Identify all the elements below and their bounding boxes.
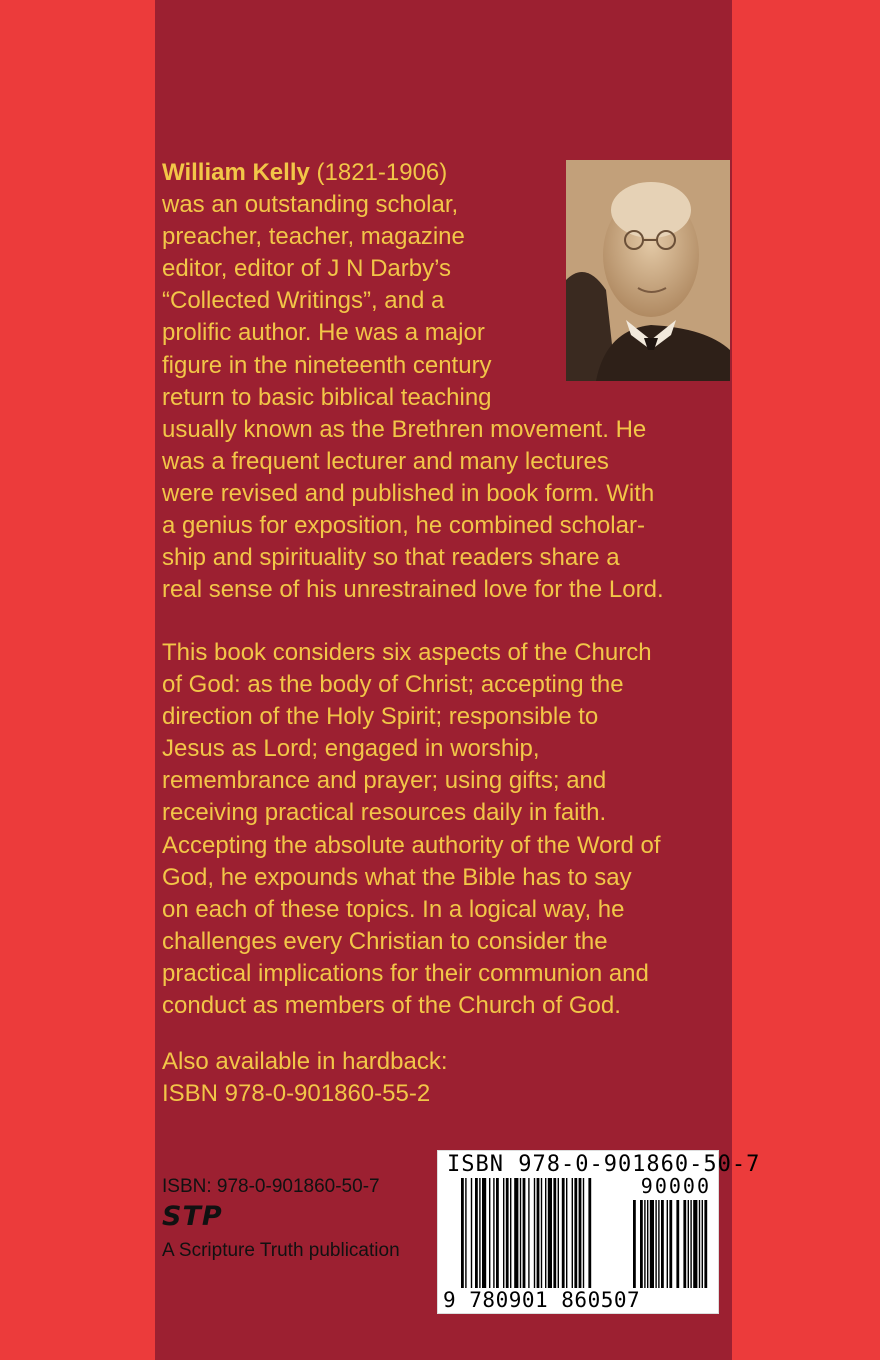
bio-line: ship and spirituality so that readers share a <box>162 544 620 572</box>
author-dates: (1821-1906) <box>309 159 448 186</box>
bio-line: real sense of his unrestrained love for the Lord. <box>162 576 664 604</box>
description-line: conduct as members of the Church of God. <box>162 992 621 1020</box>
description-line: direction of the Holy Spirit; responsible to <box>162 703 599 731</box>
hardback-label: Also available in hardback: <box>162 1048 448 1075</box>
isbn-barcode <box>437 1150 761 1314</box>
bio-line: “Collected Writings”, and a <box>162 287 445 315</box>
book-description <box>162 637 661 1022</box>
bio-line: usually known as the Brethren movement. He <box>162 415 647 443</box>
barcode-digits: 9 780901 860507 <box>443 1288 641 1312</box>
description-line: on each of these topics. In a logical way, he <box>162 895 625 923</box>
description-line: challenges every Christian to consider the <box>162 927 608 955</box>
hardback-note <box>162 1046 448 1110</box>
bio-line: was a frequent lecturer and many lectures <box>162 447 609 475</box>
description-line: practical implications for their communion and <box>162 959 649 987</box>
barcode-addon-text: 90000 <box>640 1174 711 1198</box>
bio-line: return to basic biblical teaching <box>162 383 492 411</box>
bio-line: were revised and published in book form. With <box>162 479 655 507</box>
description-line: remembrance and prayer; using gifts; and <box>162 767 607 795</box>
publisher-logo: STP <box>162 1201 223 1232</box>
publisher-tagline: A Scripture Truth publication <box>162 1240 400 1261</box>
description-line: receiving practical resources daily in faith. <box>162 799 607 827</box>
description-line: This book considers six aspects of the Church <box>162 639 652 666</box>
bio-line: editor, editor of J N Darby’s <box>162 255 452 283</box>
bio-line: a genius for exposition, he combined scholar- <box>162 512 645 540</box>
description-line: Accepting the absolute authority of the Word of <box>162 831 661 859</box>
bio-line: was an outstanding scholar, <box>162 191 459 219</box>
bio-first-line <box>162 157 664 189</box>
bio-line: preacher, teacher, magazine <box>162 223 465 251</box>
description-line: Jesus as Lord; engaged in worship, <box>162 735 540 763</box>
author-name: William Kelly <box>162 159 310 186</box>
description-line: God, he expounds what the Bible has to say <box>162 863 632 891</box>
author-bio <box>162 157 664 606</box>
publisher-isbn: ISBN: 978-0-901860-50-7 <box>162 1176 380 1197</box>
description-line: of God: as the body of Christ; accepting the <box>162 671 624 699</box>
barcode-isbn-text: ISBN 978-0-901860-50-7 <box>447 1152 761 1177</box>
bio-line: prolific author. He was a major <box>162 319 485 347</box>
hardback-isbn: ISBN 978-0-901860-55-2 <box>162 1080 431 1108</box>
bio-line: figure in the nineteenth century <box>162 351 492 379</box>
